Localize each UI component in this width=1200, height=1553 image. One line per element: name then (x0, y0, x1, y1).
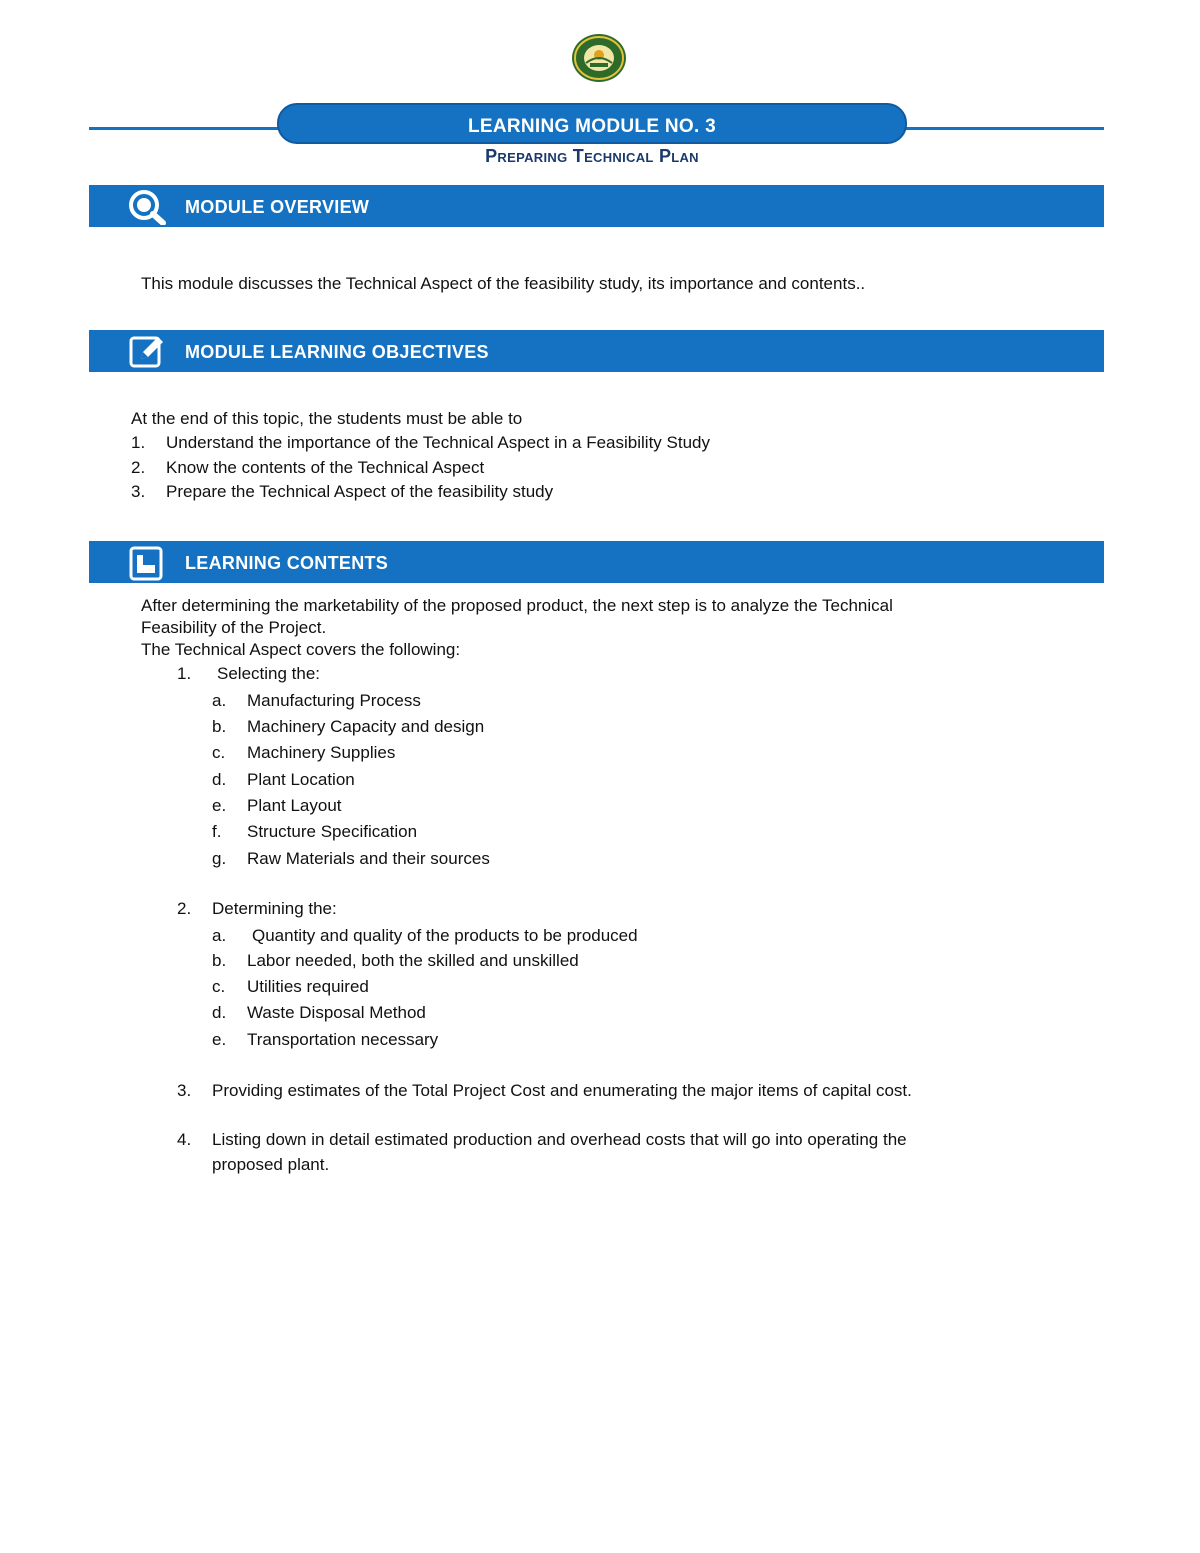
content-number: 3. (177, 1081, 192, 1100)
sub-item-letter: c. (212, 977, 226, 996)
sub-item: Quantity and quality of the products to be produced (252, 926, 638, 945)
sub-item-letter: e. (212, 1030, 227, 1049)
objectives-intro: At the end of this topic, the students must be able to (131, 409, 523, 428)
objective-number: 1. (131, 433, 146, 452)
content-number: 1. (177, 664, 192, 683)
sub-item-letter: f. (212, 822, 222, 841)
sub-item-letter: b. (212, 951, 227, 970)
sub-item: Raw Materials and their sources (247, 849, 490, 868)
content-number: 2. (177, 899, 192, 918)
sub-item-letter: a. (212, 691, 227, 710)
content-item: Determining the: (212, 899, 337, 918)
objectives-section-bar (89, 330, 1104, 372)
sub-item-letter: d. (212, 1003, 227, 1022)
contents-heading: LEARNING CONTENTS (185, 553, 389, 573)
title-rule-right (905, 127, 1104, 130)
title-rule-left (89, 127, 279, 130)
objective-number: 3. (131, 482, 146, 501)
contents-covers: The Technical Aspect covers the following: (141, 640, 461, 659)
sub-item: Structure Specification (247, 822, 418, 841)
objectives-heading: MODULE LEARNING OBJECTIVES (185, 342, 489, 362)
objective-item: Know the contents of the Technical Aspect (166, 458, 485, 477)
sub-item: Labor needed, both the skilled and unskilled (247, 951, 579, 970)
content-number: 4. (177, 1130, 192, 1149)
sub-item: Waste Disposal Method (247, 1003, 426, 1022)
book-icon (127, 545, 167, 581)
sub-item: Machinery Supplies (247, 743, 396, 762)
sub-item: Plant Layout (247, 796, 342, 815)
contents-intro-line: After determining the marketability of the proposed product, the next step is to analyze the Technical (141, 596, 893, 615)
module-title: Preparing Technical Plan (485, 146, 699, 166)
objective-item: Understand the importance of the Technical Aspect in a Feasibility Study (166, 433, 710, 452)
sub-item-letter: d. (212, 770, 227, 789)
overview-text: This module discusses the Technical Aspect of the feasibility study, its importance and contents.. (141, 274, 866, 293)
sub-item-letter: a. (212, 926, 227, 945)
overview-heading: MODULE OVERVIEW (185, 197, 370, 217)
sub-item-letter: c. (212, 743, 226, 762)
overview-section-bar (89, 185, 1104, 227)
sub-item-letter: e. (212, 796, 227, 815)
contents-section-bar (89, 541, 1104, 583)
sub-item: Plant Location (247, 770, 355, 789)
sub-item: Utilities required (247, 977, 369, 996)
module-number: LEARNING MODULE NO. 3 (467, 116, 717, 137)
sub-item: Transportation necessary (247, 1030, 439, 1049)
edit-pencil-icon (127, 334, 167, 370)
content-item: Providing estimates of the Total Project Cost and enumerating the major items of capital cost. (212, 1081, 912, 1100)
objective-number: 2. (131, 458, 146, 477)
university-seal-icon (570, 33, 628, 83)
sub-item-letter: g. (212, 849, 227, 868)
magnifier-icon (127, 189, 167, 225)
content-item: Selecting the: (217, 664, 321, 683)
objective-item: Prepare the Technical Aspect of the feasibility study (166, 482, 554, 501)
content-item-line: proposed plant. (212, 1155, 330, 1174)
contents-intro-line: Feasibility of the Project. (141, 618, 327, 637)
sub-item-letter: b. (212, 717, 227, 736)
content-item-line: Listing down in detail estimated production and overhead costs that will go into operating the (212, 1130, 907, 1149)
sub-item: Manufacturing Process (247, 691, 421, 710)
sub-item: Machinery Capacity and design (247, 717, 485, 736)
